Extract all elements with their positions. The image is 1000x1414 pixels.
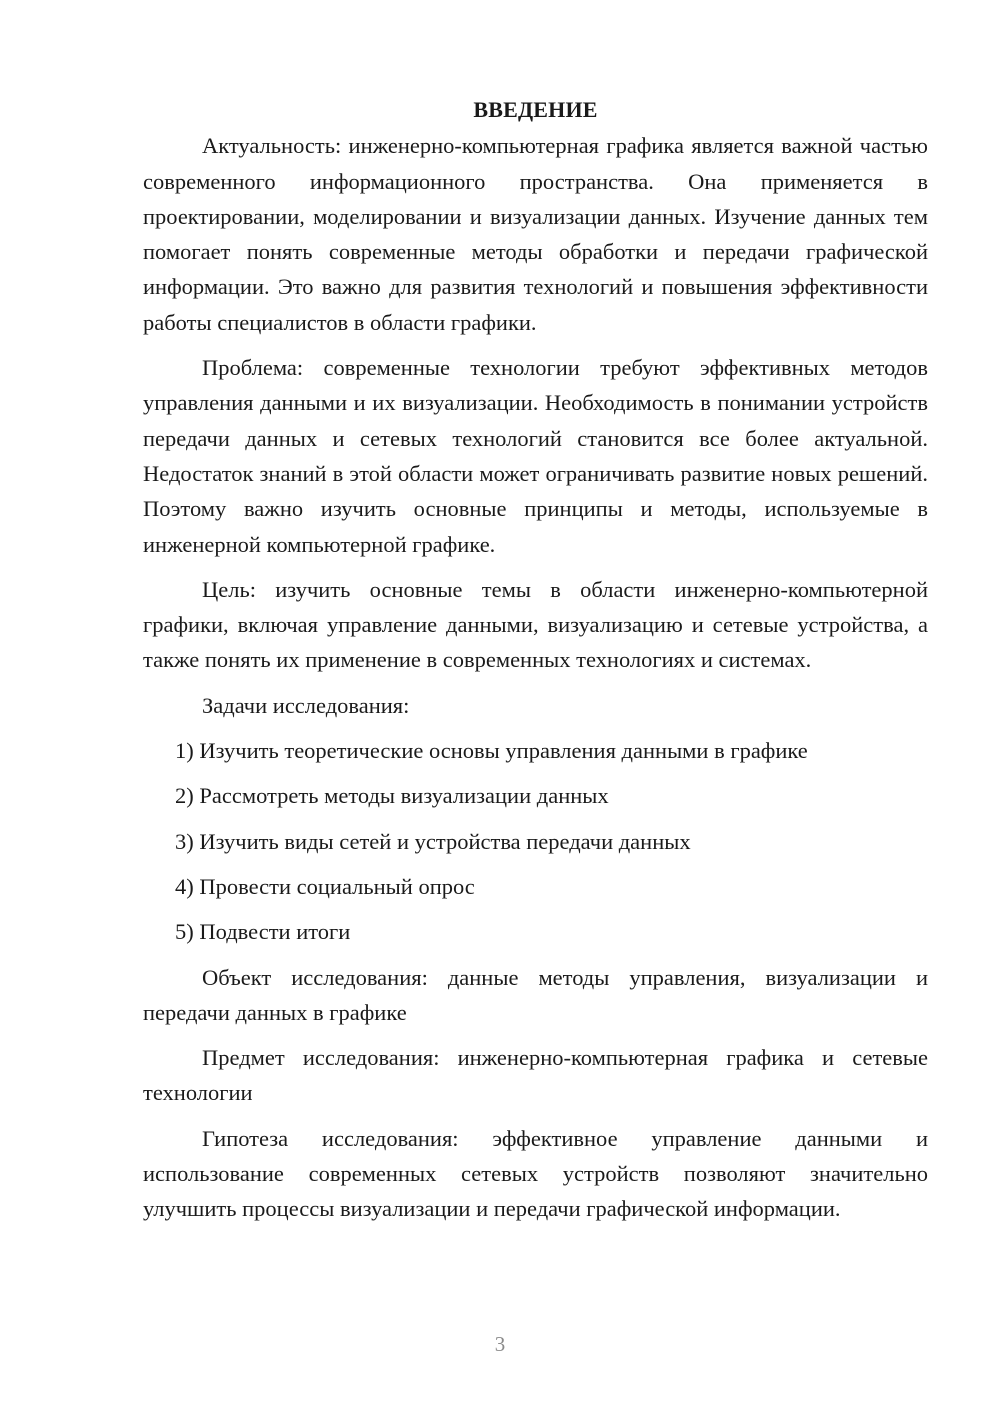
- task-list: [143, 733, 928, 949]
- page-content: [143, 92, 928, 1237]
- page-title: ВВЕДЕНИЕ: [473, 97, 598, 122]
- paragraph-problem: Проблема: современные технологии требуют эффективных методов управления данными и их визуализации. Необходимость в понимании устройств передачи данных и сетевых технологий становится все более актуальной. Недостаток знаний в этой области может ограничивать развитие новых решений. Поэтому важно изучить основные принципы и методы, используемые в инженерной компьютерной графике.: [143, 355, 928, 557]
- task-item-4: 4) Провести социальный опрос: [175, 873, 475, 899]
- task-item-1: 1) Изучить теоретические основы управления данными в графике: [175, 738, 808, 764]
- tasks-heading: Задачи исследования:: [202, 692, 410, 718]
- paragraph-subject: Предмет исследования: инженерно-компьютерная графика и сетевые технологии: [143, 1045, 928, 1106]
- paragraph-relevance: Актуальность: инженерно-компьютерная графика является важной частью современного информационного пространства. Она применяется в проектировании, моделировании и визуализации данных. Изучение данных тем помогает понять современные методы обработки и передачи графической информации. Это важно для развития технологий и повышения эффективности работы специалистов в области графики.: [143, 133, 928, 335]
- page-number: 3: [494, 1332, 506, 1356]
- paragraph-goal: Цель: изучить основные темы в области инженерно-компьютерной графики, включая управление данными, визуализацию и сетевые устройства, а также понять их применение в современных технологиях и системах.: [143, 576, 928, 673]
- task-item-5: 5) Подвести итоги: [175, 919, 351, 945]
- task-item-3: 3) Изучить виды сетей и устройства передачи данных: [175, 828, 691, 854]
- paragraph-object: Объект исследования: данные методы управления, визуализации и передачи данных в графике: [143, 964, 928, 1025]
- paragraph-hypothesis: Гипотеза исследования: эффективное управление данными и использование современных сетевых устройств позволяют значительно улучшить процессы визуализации и передачи графической информации.: [143, 1125, 928, 1222]
- task-item-2: 2) Рассмотреть методы визуализации данных: [175, 783, 609, 809]
